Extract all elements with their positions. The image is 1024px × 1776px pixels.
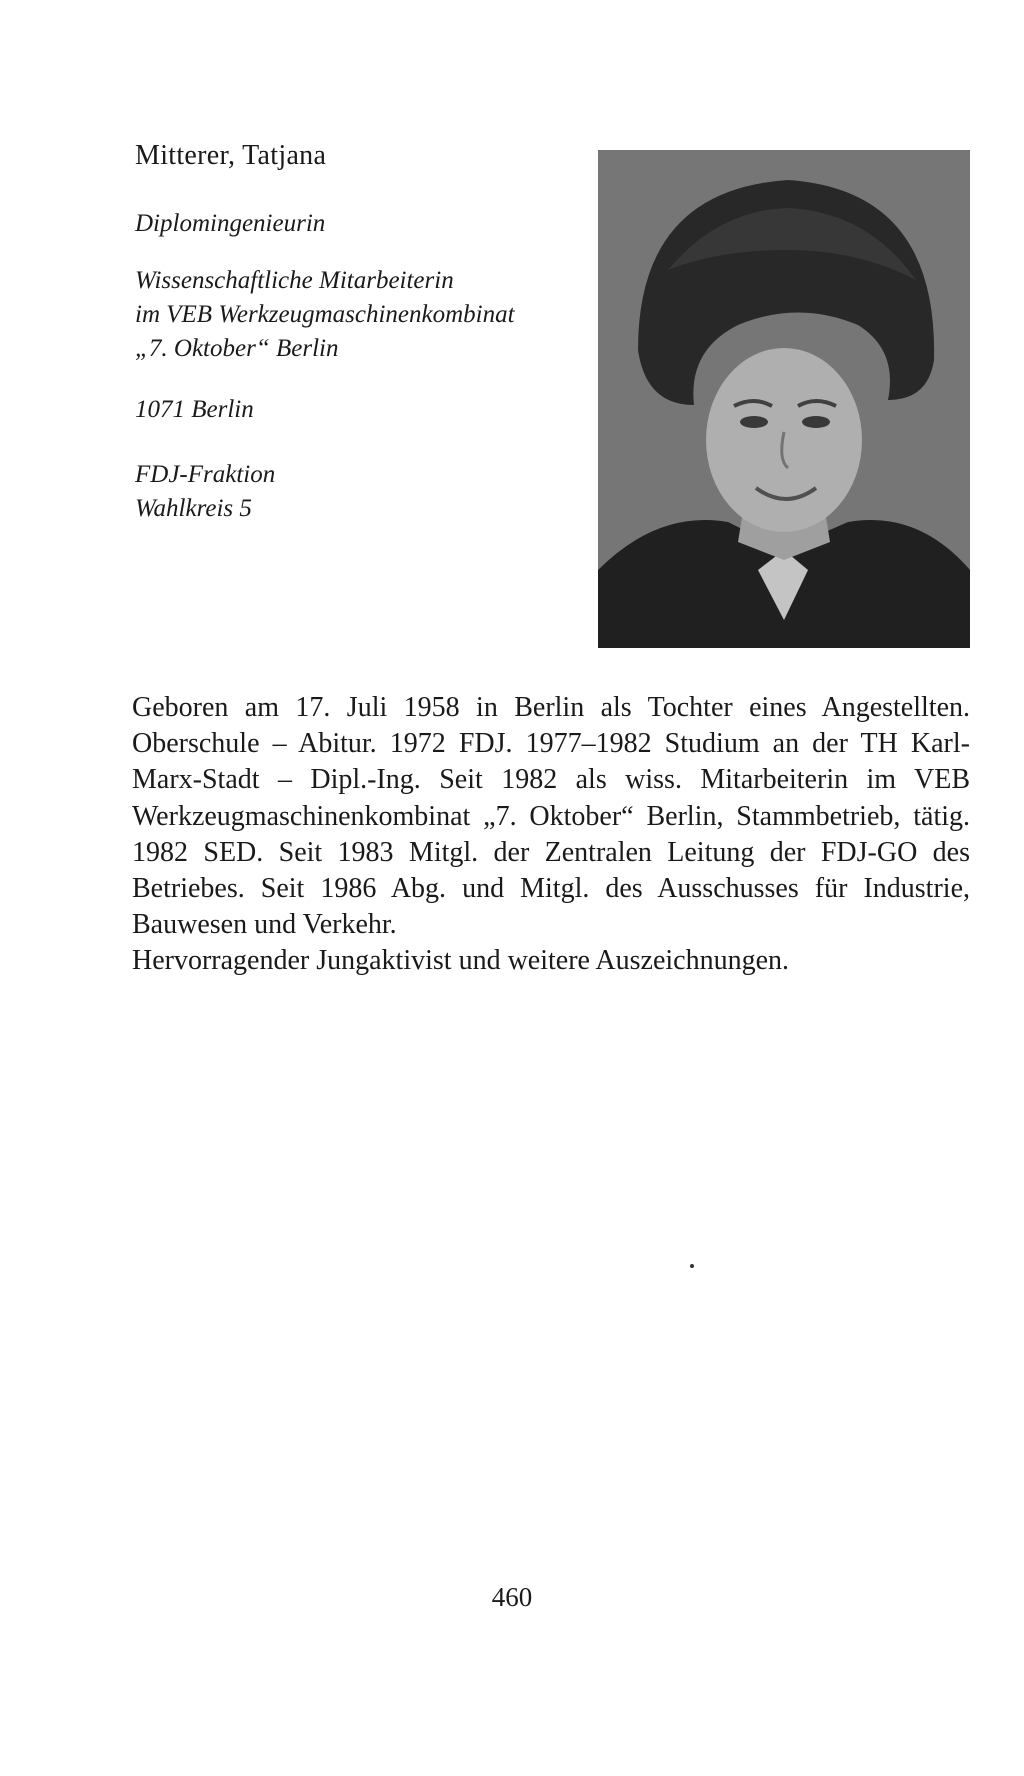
portrait-photo-icon [598, 150, 970, 648]
entry-faction [135, 458, 275, 526]
portrait-illustration [598, 150, 970, 648]
entry-name: Mitterer, Tatjana [135, 140, 327, 171]
biography-awards: Hervorragender Jungaktivist und weitere Auszeichnungen. [132, 945, 790, 977]
workplace-line: im VEB Werkzeugmaschinenkombinat [135, 301, 515, 328]
print-speck [690, 1264, 694, 1268]
entry-address: 1071 Berlin [135, 396, 254, 423]
entry-workplace [135, 264, 515, 366]
faction-line: FDJ-Fraktion [135, 461, 276, 488]
constituency-line: Wahlkreis 5 [135, 495, 252, 522]
workplace-line: Wissenschaftliche Mitarbeiterin [135, 267, 454, 294]
page-number: 460 [491, 1582, 533, 1612]
entry-profession: Diplomingenieurin [135, 210, 326, 237]
biography-paragraph: Geboren am 17. Juli 1958 in Berlin als Tochter eines Angestellten. Oberschule – Abitur. 1972 FDJ. 1977–1982 Studium an der TH Karl-Marx-Stadt – Dipl.-Ing. Seit 1982 als wiss. Mitarbeiterin im VEB Werkzeugmaschinenkombinat „7. Oktober“ Berlin, Stammbetrieb, tätig. 1982 SED. Seit 1983 Mitgl. der Zentralen Leitung der FDJ-GO des Betriebes. Seit 1986 Abg. und Mitgl. des Ausschusses für Industrie, Bauwesen und Verkehr. [132, 692, 970, 941]
workplace-line: „7. Oktober“ Berlin [135, 335, 339, 362]
biography [132, 690, 970, 980]
